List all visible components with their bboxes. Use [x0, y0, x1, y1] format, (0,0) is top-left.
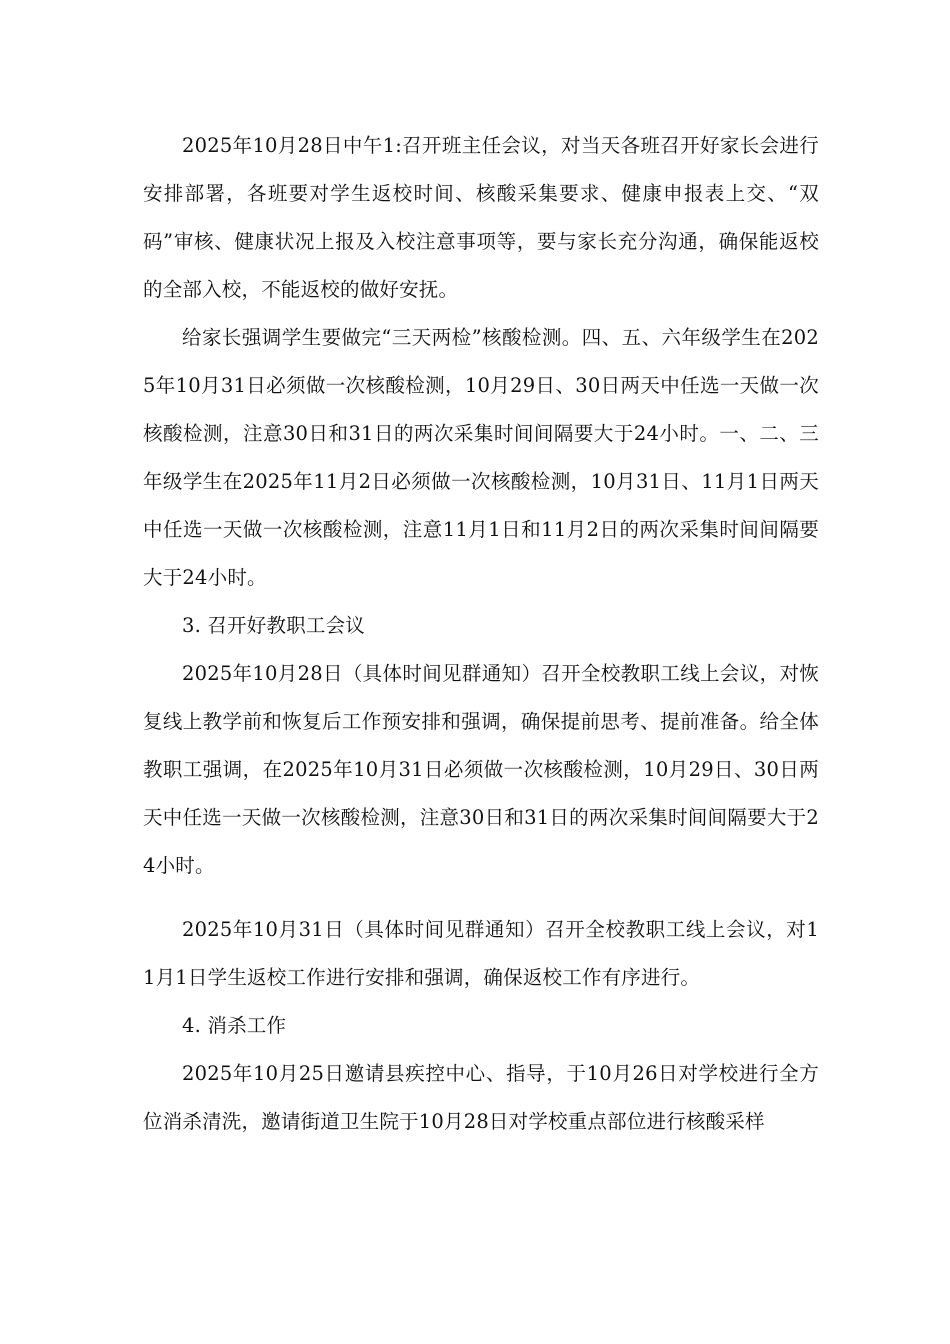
- paragraph-staff-meeting-oct-31: 2025年10月31日（具体时间见群通知）召开全校教职工线上会议，对11月1日学生返校工作进行安排和强调，确保返校工作有序进行。: [143, 918, 819, 989]
- section-heading-disinfection: 4. 消杀工作: [182, 1014, 287, 1037]
- paragraph-nucleic-acid-testing: 给家长强调学生要做完“三天两检”核酸检测。四、五、六年级学生在2025年10月31日必须做一次核酸检测，10月29日、30日两天中任选一天做一次核酸检测，注意30日和31日的两次采集时间间隔要大于24小时。一、二、三年级学生在2025年11月2日必须做一次核酸检测，10月31日、11月1日两天中任选一天做一次核酸检测，注意11月1日和11月2日的两次采集时间间隔要大于24小时。: [143, 326, 819, 589]
- paragraph-class-teacher-meeting: 2025年10月28日中午1:召开班主任会议，对当天各班召开好家长会进行安排部署，各班要对学生返校时间、核酸采集要求、健康申报表上交、“双码”审核、健康状况上报及入校注意事项等，要与家长充分沟通，确保能返校的全部入校，不能返校的做好安抚。: [143, 134, 819, 301]
- paragraph-disinfection-work: 2025年10月25日邀请县疾控中心、指导，于10月26日对学校进行全方位消杀清洗，邀请街道卫生院于10月28日对学校重点部位进行核酸采样: [143, 1062, 819, 1133]
- paragraph-staff-meeting-oct-28: 2025年10月28日（具体时间见群通知）召开全校教职工线上会议，对恢复线上教学前和恢复后工作预安排和强调，确保提前思考、提前准备。给全体教职工强调，在2025年10月31日必须做一次核酸检测，10月29日、30日两天中任选一天做一次核酸检测，注意30日和31日的两次采集时间间隔要大于24小时。: [143, 662, 819, 877]
- section-heading-staff-meeting: 3. 召开好教职工会议: [182, 614, 366, 637]
- document-body: [143, 122, 819, 1146]
